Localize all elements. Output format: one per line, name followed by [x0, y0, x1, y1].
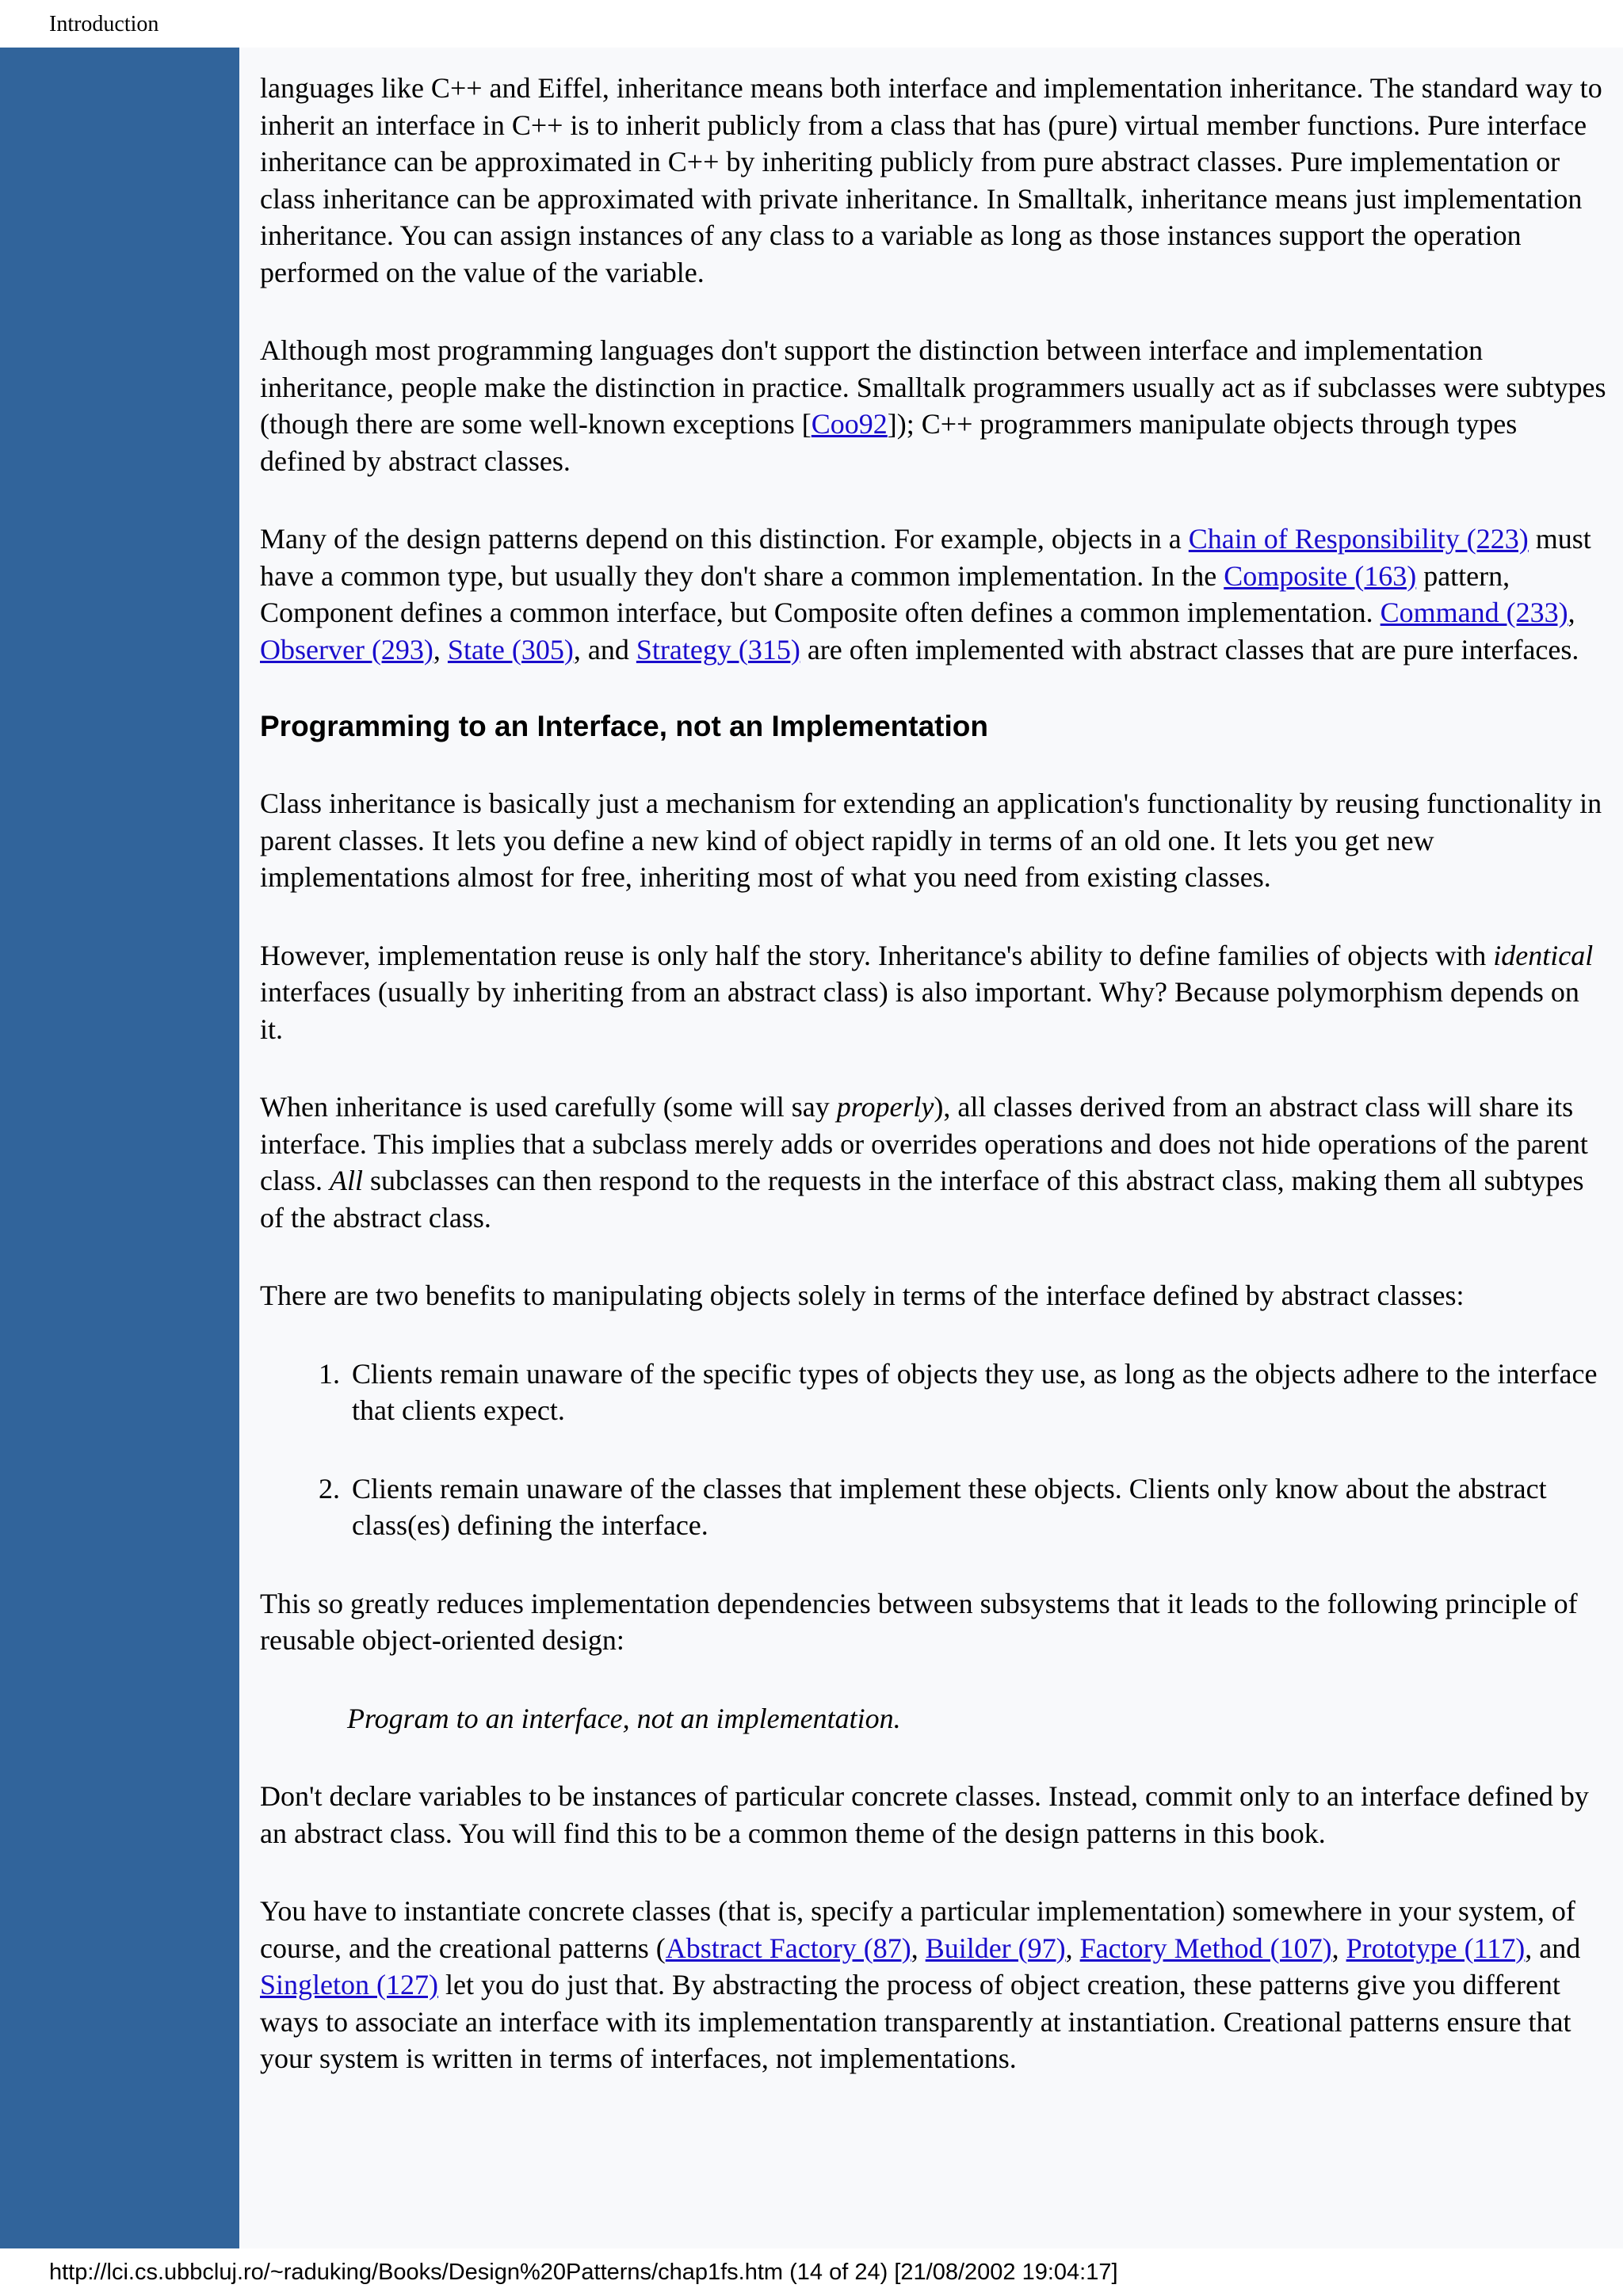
paragraph-inheritance-carefully: When inheritance is used carefully (some will say properly), all classes derived from an abstract class will share its interface. This implies that a subclass merely adds or overrides operations and does not hide operations of the parent class. All subclasses can then respond to the requests in the interface of this abstract class, making them all subtypes of the abstract class.: [260, 1091, 1588, 1234]
link-chain-of-responsibility[interactable]: Chain of Responsibility (223): [1188, 523, 1529, 555]
link-state[interactable]: State (305): [447, 633, 574, 666]
link-prototype[interactable]: Prototype (117): [1346, 1932, 1526, 1964]
page-footer: [0, 2248, 1623, 2296]
list-item: 1. Clients remain unaware of the specific types of objects they use, as long as the objects adhere to the interface that clients expect.: [347, 1356, 1607, 1429]
link-composite[interactable]: Composite (163): [1224, 559, 1417, 592]
document-body: [260, 70, 1607, 2119]
header-title: Introduction: [49, 12, 159, 36]
sidebar-band: [0, 48, 239, 2248]
link-coo92[interactable]: Coo92: [811, 408, 888, 440]
paragraph-inheritance-languages: languages like C++ and Eiffel, inheritance means both interface and implementation inheritance. The standard way to inherit an interface in C++ is to inherit publicly from a class that has (pure) virtual member functions. Pure interface inheritance can be approximated in C++ by inheriting publicly from pure abstract classes. Pure implementation or class inheritance can be approximated with private inheritance. In Smalltalk, inheritance means just implementation inheritance. You can assign instances of any class to a variable as long as those instances support the operation performed on the value of the variable.: [260, 72, 1602, 288]
page-header: [0, 0, 1623, 48]
paragraph-implementation-reuse: However, implementation reuse is only half the story. Inheritance's ability to define families of objects with identical interfaces (usually by inheriting from an abstract class) is also important. Why? Because polymorphism depends on it.: [260, 939, 1594, 1045]
link-singleton[interactable]: Singleton (127): [260, 1969, 438, 2000]
paragraph-dont-declare: Don't declare variables to be instances of particular concrete classes. Instead, commit only to an interface defined by an abstract class. You will find this to be a common theme of the design patterns in this book.: [260, 1780, 1589, 1849]
benefits-list: [260, 1356, 1607, 1544]
link-command[interactable]: Command (233): [1380, 597, 1568, 628]
link-builder[interactable]: Builder (97): [925, 1932, 1066, 1964]
paragraph-reduces-dependencies: This so greatly reduces implementation dependencies between subsystems that it leads to the following principle of reusable object-oriented design:: [260, 1587, 1578, 1656]
paragraph-distinction-practice: Although most programming languages don't support the distinction between interface and implementation inheritance, people make the distinction in practice. Smalltalk programmers usually act as if subclasses were subtypes (though there are some well-known exceptions [Coo92]); C++ programmers manipulate objects through types defined by abstract classes.: [260, 334, 1606, 477]
link-abstract-factory[interactable]: Abstract Factory (87): [665, 1932, 911, 1964]
footer-url: http://lci.cs.ubbcluj.ro/~raduking/Books/Design%20Patterns/chap1fs.htm (14 of 24) [21/08/2002 19:04:17]: [49, 2260, 1118, 2285]
link-observer[interactable]: Observer (293): [260, 633, 433, 666]
principle-quote: Program to an interface, not an implementation.: [347, 1702, 901, 1734]
paragraph-creational-patterns: You have to instantiate concrete classes (that is, specify a particular implementation) somewhere in your system, of course, and the creational patterns (Abstract Factory (87), Builder (97), Factory Method (107), Prototype (117), and Singleton (127) let you do just that. By abstracting the process of object creation, these patterns give you different ways to associate an interface with its implementation transparently at instantiation. Creational patterns ensure that your system is written in terms of interfaces, not implementations.: [260, 1895, 1581, 2074]
section-heading: Programming to an Interface, not an Implementation: [260, 710, 988, 742]
link-strategy[interactable]: Strategy (315): [636, 633, 800, 666]
paragraph-patterns-distinction: Many of the design patterns depend on this distinction. For example, objects in a Chain of Responsibility (223) must have a common type, but usually they don't share a common implementation. In the Composite (163) pattern, Component defines a common interface, but Composite often defines a common implementation. Command (233), Observer (293), State (305), and Strategy (315) are often implemented with abstract classes that are pure interfaces.: [260, 523, 1591, 666]
paragraph-class-inheritance: Class inheritance is basically just a mechanism for extending an application's functionality by reusing functionality in parent classes. It lets you define a new kind of object rapidly in terms of an old one. It lets you get new implementations almost for free, inheriting most of what you need from existing classes.: [260, 788, 1602, 893]
list-item: 2. Clients remain unaware of the classes that implement these objects. Clients only know about the abstract class(es) defining the interface.: [347, 1470, 1607, 1544]
link-factory-method[interactable]: Factory Method (107): [1079, 1932, 1332, 1964]
paragraph-two-benefits: There are two benefits to manipulating objects solely in terms of the interface defined by abstract classes:: [260, 1280, 1465, 1311]
